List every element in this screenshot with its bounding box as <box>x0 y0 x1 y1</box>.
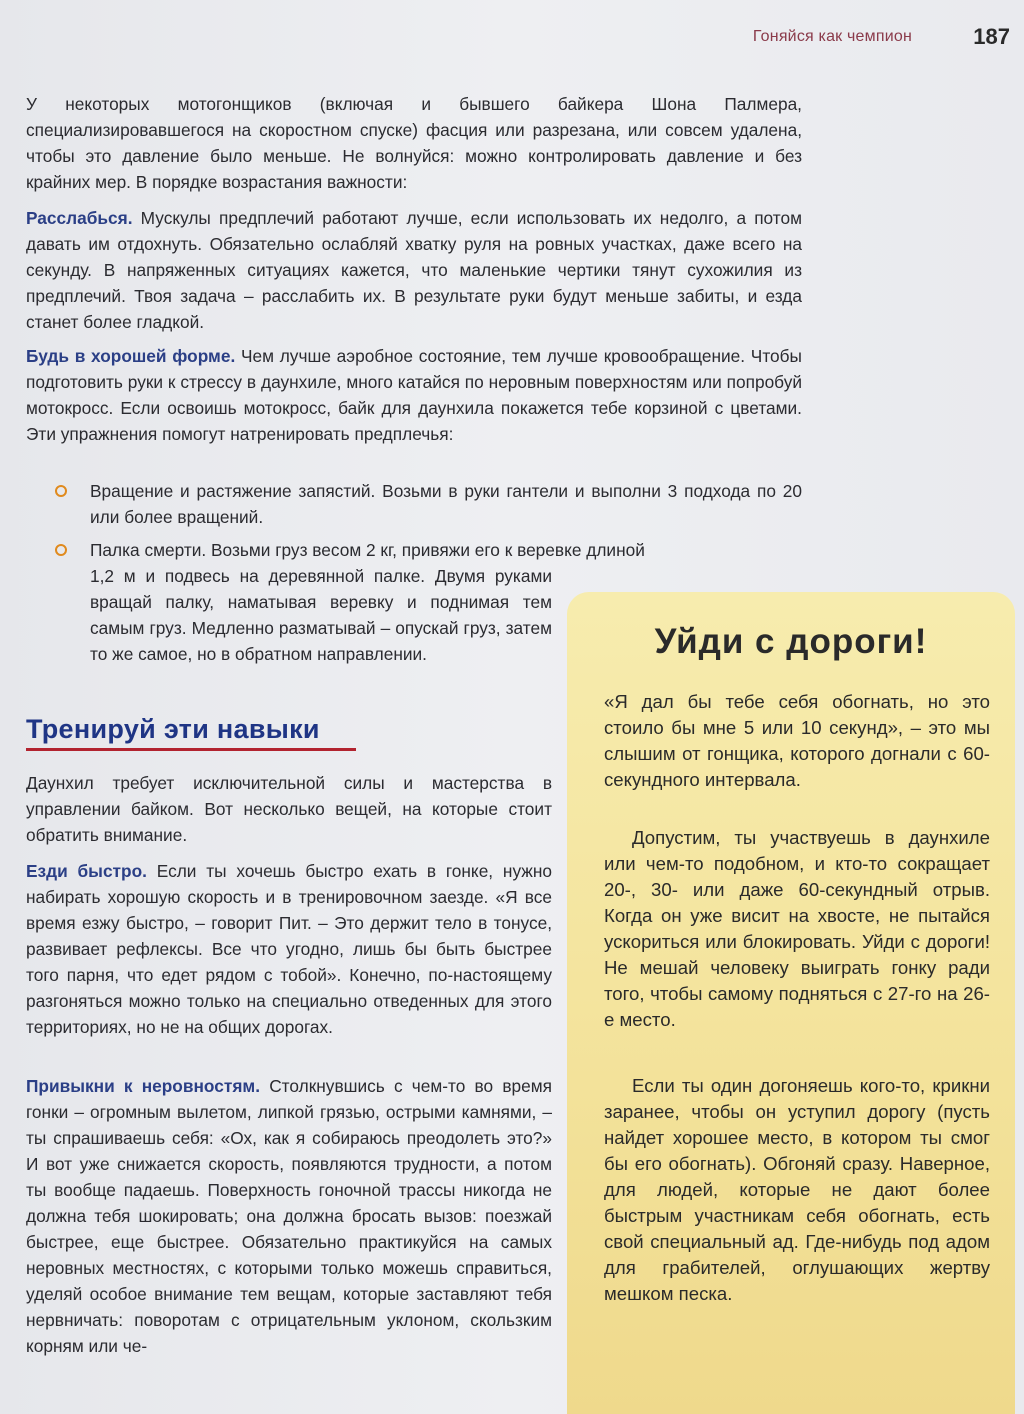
section-title: Тренируй эти навыки <box>26 714 320 744</box>
sidebar-box <box>567 592 1015 1414</box>
tip-fitness-body: Чем лучше аэробное состояние, тем лучше кровообращение. Чтобы подготовить руки к стрессу в даунхиле, много катайся по неровным поверхностям или попробуй мотокросс. Если освоишь мотокросс, байк для даунхила покажется тебе корзиной с цветами. Эти упражнения помогут натренировать предплечья: <box>26 346 802 444</box>
exercise-wrist: Вращение и растяжение запястий. Возьми в руки гантели и выполни 3 подхода по 20 или более вращений. <box>90 481 802 527</box>
section-intro: Даунхил требует исключительной силы и мастерства в управлении байком. Вот несколько вещей, на которые стоит обратить внимание. <box>26 773 552 845</box>
section-title-underline <box>26 748 356 751</box>
skill-rough-terrain-body: Столкнувшись с чем-то во время гонки – огромным вылетом, липкой грязью, острыми камнями, – ты спрашиваешь себя: «Ох, как я собираюсь преодолеть это?» И вот уже снижается скорость, появляются трудности, а потом ты вообще падаешь. Поверхность гоночной трассы никогда не должна тебя шокировать; она должна бросать вызов: поезжай быстрее, еще быстрее. Обязательно практикуйся на самых неровных местностях, с которыми только можешь справиться, уделяй особое внимание тем вещам, которые заставляют тебя нервничать: поворотам с отрицательным уклоном, скользким корням или че- <box>26 1076 552 1356</box>
tip-fitness-lead: Будь в хорошей форме. <box>26 346 236 366</box>
tip-relax <box>26 205 802 335</box>
sidebar-paragraph-2: Допустим, ты участвуешь в даунхиле или чем-то подобном, и кто-то сокращает 20-, 30- или даже 60-секундный отрыв. Когда он уже висит на хвосте, не пытайся ускориться или блокировать. Уйди с дороги! Не мешай человеку выиграть гонку ради того, чтобы самому подняться с 27-го на 26-е место. <box>604 827 990 1030</box>
exercise-stick-rest: 1,2 м и подвесь на деревянной палке. Двумя руками вращай палку, наматывая веревку и поднимая тем самым груз. Медленно разматывай – опускай груз, затем то же самое, но в обратном направлении. <box>90 566 552 664</box>
running-header: Гоняйся как чемпион <box>752 28 912 45</box>
bullet-icon <box>55 485 67 497</box>
tip-relax-body: Мускулы предплечий работают лучше, если использовать их недолго, а потом давать им отдохнуть. Обязательно ослабляй хватку руля на ровных участках, даже всего на секунду. В напряженных ситуациях кажется, что маленькие чертики тянут сухожилия из предплечий. Твоя задача – расслабить их. В результате руки будут меньше забиты, и езда станет более гладкой. <box>26 208 802 332</box>
exercise-stick-first-line: Палка смерти. Возьми груз весом 2 кг, привяжи его к веревке длиной <box>90 540 645 560</box>
sidebar-title: Уйди с дороги! <box>654 622 928 661</box>
skill-rough-terrain <box>26 1073 552 1359</box>
tip-fitness <box>26 343 802 447</box>
tip-relax-lead: Расслабься. <box>26 208 133 228</box>
skill-ride-fast-lead: Езди быстро. <box>26 861 147 881</box>
bullet-icon <box>55 544 67 556</box>
sidebar-paragraph-1: «Я дал бы тебе себя обогнать, но это стоило бы мне 5 или 10 секунд», – это мы слышим от гонщика, которого догнали с 60-секундного интервала. <box>604 691 990 790</box>
page-number: 187 <box>973 24 1010 49</box>
skill-rough-terrain-lead: Привыкни к неровностям. <box>26 1076 260 1096</box>
skill-ride-fast <box>26 858 552 1040</box>
intro-paragraph: У некоторых мотогонщиков (включая и бывшего байкера Шона Палмера, специализировавшегося на скоростном спуске) фасция или разрезана, или совсем удалена, чтобы это давление было меньше. Не волнуйся: можно контролировать давление и без крайних мер. В порядке возрастания важности: <box>26 94 802 192</box>
sidebar-paragraph-3: Если ты один догоняешь кого-то, крикни заранее, чтобы он уступил дорогу (пусть найдет хорошее место, в котором ты смог бы его обогнать). Обгоняй сразу. Наверное, для людей, которые не дают более быстрым участникам себя обогнать, есть свой специальный ад. Где-нибудь под адом для грабителей, оглушающих жертву мешком песка. <box>604 1075 990 1304</box>
skill-ride-fast-body: Если ты хочешь быстро ехать в гонке, нужно набирать хорошую скорость и в тренировочном заезде. «Я все время езжу быстро, – говорит Пит. – Это держит тело в тонусе, развивает рефлексы. Все что угодно, лишь бы быть быстрее того парня, что едет рядом с тобой». Конечно, по-настоящему разгоняться можно только на специально отведенных для этого территориях, но не на общих дорогах. <box>26 861 552 1037</box>
